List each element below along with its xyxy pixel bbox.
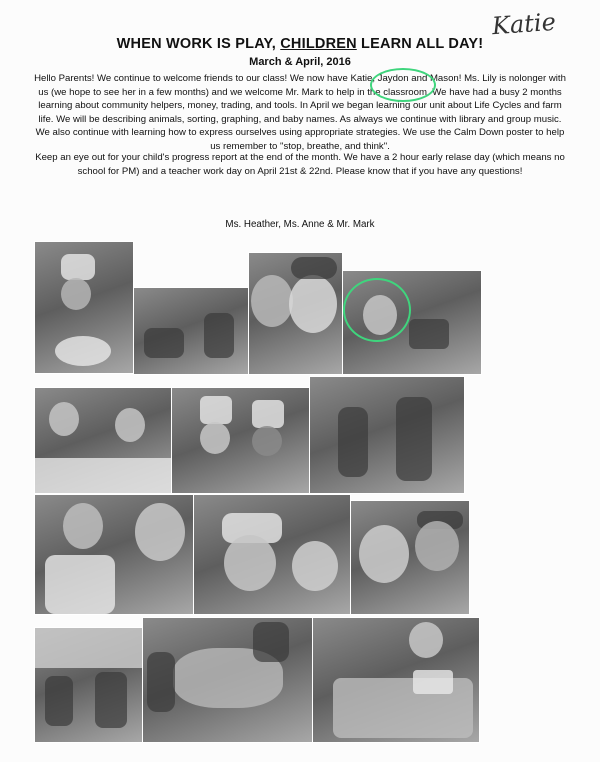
handwritten-name: Katie — [491, 7, 557, 41]
photo-chef-hat-child — [34, 241, 134, 374]
paragraph-reminders: Keep an eye out for your child's progress report at the end of the month. We have a 2 hour early relase day (which means no school for PM) and a teacher work day on April 21st & 22nd. Please know that if you have any questions! — [35, 152, 565, 177]
paragraph-welcome: Hello Parents! We continue to welcome friends to our class! We now have Katie, Jaydon and Mason! Ms. Lily is nolonger with us (we hope to see her in a few months) and we welcome Mr. Mark to help in the classroom. We have had a busy 2 months learning about community helpers, money, trading, and tools. In April we began learning our unit about Life Cycles and farm life. We will be describing animals, sorting, graphing, and baby names. As always we continue with library and group music. We also continue with learning how to express ourselves using appropriate strategies. We use the Calm Down poster to help us remember to "stop, breathe, and think". — [34, 73, 566, 152]
highlight-circle-photo — [343, 278, 411, 342]
title-underlined: CHILDREN — [280, 36, 357, 52]
signature: Ms. Heather, Ms. Anne & Mr. Mark — [225, 219, 375, 230]
photo-children-outside — [133, 287, 250, 375]
photo-child-and-teacher — [34, 494, 194, 615]
newsletter-date: March & April, 2016 — [249, 56, 351, 68]
photo-classroom-overhead — [142, 617, 313, 743]
photo-table-with-adult — [312, 617, 480, 743]
photo-children-at-table — [34, 387, 172, 494]
photo-chef-hats — [171, 387, 310, 494]
title-part1: WHEN WORK IS PLAY, — [116, 36, 277, 52]
photo-child-teacher-sunglasses — [350, 500, 470, 615]
photo-teacher-child-selfie — [248, 252, 343, 375]
title-part2: LEARN ALL DAY! — [361, 36, 484, 52]
highlight-circle-name — [370, 68, 436, 102]
photo-teacher-chef-hat — [193, 494, 351, 615]
photo-outside-building — [34, 627, 143, 743]
page-title — [0, 36, 600, 52]
photo-children-walking — [309, 376, 465, 494]
